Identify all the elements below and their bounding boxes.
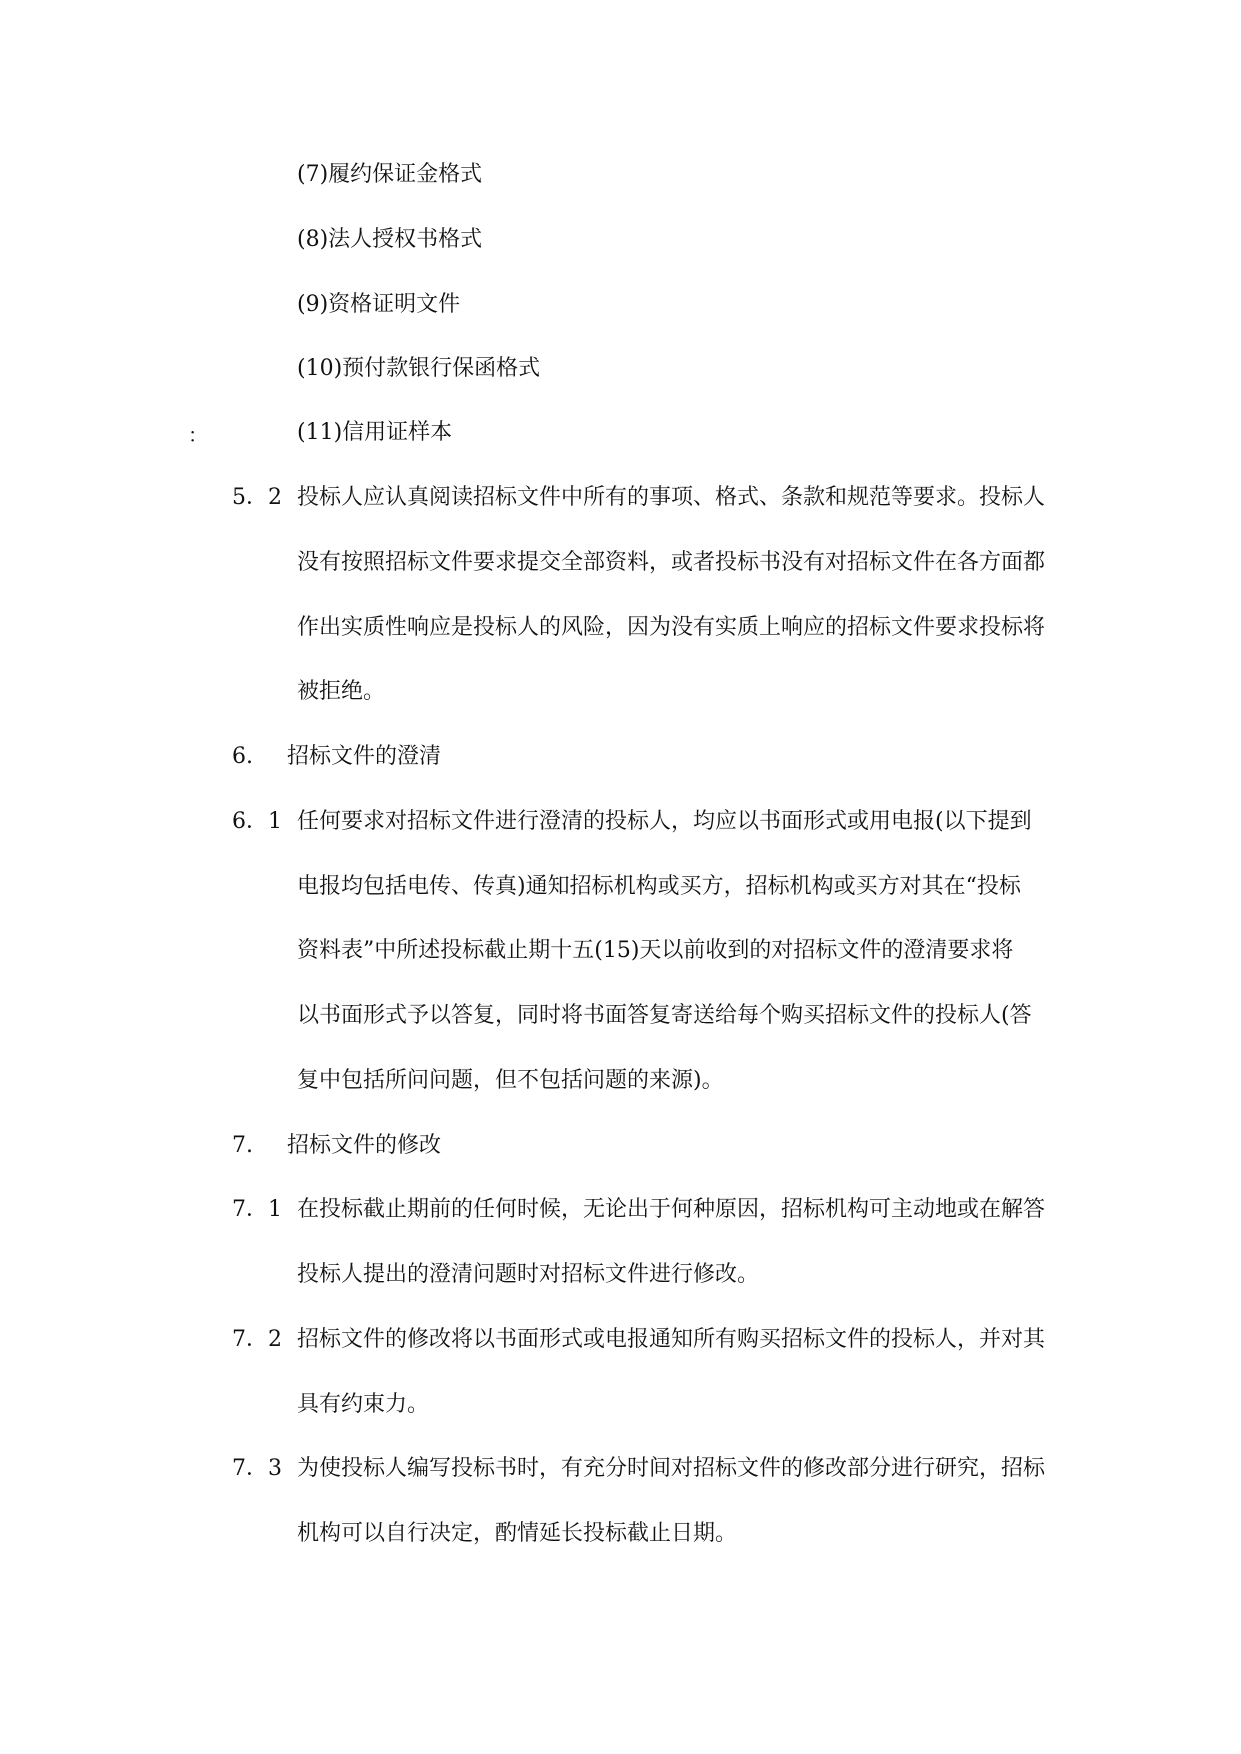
list-item: (9)资格证明文件 [297, 292, 461, 317]
stray-mark: ： [188, 423, 208, 447]
section-title: 招标文件的修改 [287, 1133, 442, 1158]
clause-text-line: 招标文件的修改将以书面形式或电报通知所有购买招标文件的投标人，并对其 [297, 1327, 1046, 1352]
list-item: (11)信用证样本 [297, 420, 453, 445]
clause-number: 7．3 [232, 1456, 282, 1481]
clause-text-line: 在投标截止期前的任何时候，无论出于何种原因，招标机构可主动地或在解答 [297, 1197, 1046, 1222]
clause-text-line: 被拒绝。 [297, 679, 386, 704]
list-item: (10)预付款银行保函格式 [297, 356, 541, 381]
section-number: 7. [232, 1133, 253, 1158]
clause-text-line: 投标人应认真阅读招标文件中所有的事项、格式、条款和规范等要求。投标人 [297, 485, 1046, 510]
clause-text-line: 作出实质性响应是投标人的风险，因为没有实质上响应的招标文件要求投标将 [297, 615, 1046, 640]
clause-text-line: 复中包括所问问题，但不包括问题的来源)。 [297, 1068, 724, 1093]
clause-text-line: 没有按照招标文件要求提交全部资料，或者投标书没有对招标文件在各方面都 [297, 550, 1046, 575]
clause-text-line: 任何要求对招标文件进行澄清的投标人，均应以书面形式或用电报(以下提到 [297, 809, 1032, 834]
clause-text-line: 电报均包括电传、传真)通知招标机构或买方，招标机构或买方对其在“投标 [297, 874, 1021, 899]
clause-number: 7．1 [232, 1197, 282, 1222]
clause-text-line: 为使投标人编写投标书时，有充分时间对招标文件的修改部分进行研究，招标 [297, 1456, 1046, 1481]
clause-number: 6．1 [232, 809, 282, 834]
list-item: (8)法人授权书格式 [297, 227, 483, 252]
clause-text-line: 具有约束力。 [297, 1392, 430, 1417]
section-title: 招标文件的澄清 [287, 744, 442, 769]
clause-text-line: 投标人提出的澄清问题时对招标文件进行修改。 [297, 1262, 760, 1287]
clause-text-line: 机构可以自行决定，酌情延长投标截止日期。 [297, 1521, 738, 1546]
clause-text-line: 资料表”中所述投标截止期十五(15)天以前收到的对招标文件的澄清要求将 [297, 938, 1014, 963]
section-number: 6. [232, 744, 253, 769]
clause-number: 7．2 [232, 1327, 282, 1352]
clause-text-line: 以书面形式予以答复，同时将书面答复寄送给每个购买招标文件的投标人(答 [297, 1003, 1032, 1028]
clause-number: 5．2 [232, 485, 282, 510]
list-item: (7)履约保证金格式 [297, 162, 483, 187]
